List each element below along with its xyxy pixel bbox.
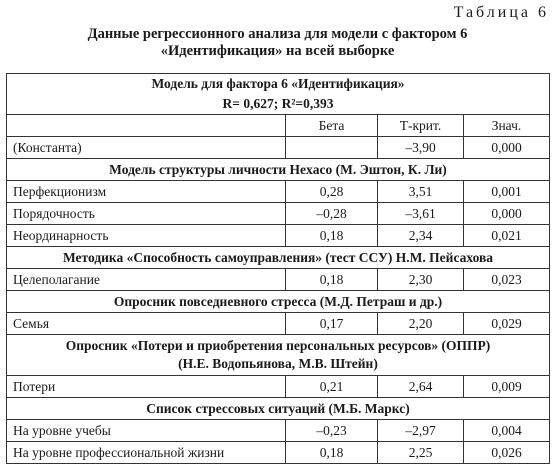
table-row [7,442,550,464]
table-row [7,203,550,225]
constant-row [7,137,550,159]
table-row [7,225,550,247]
row-beta: –0,23 [286,420,378,442]
model-stats: R= 0,627; R²=0,393 [222,96,334,111]
row-t-value: 3,51 [378,181,464,203]
section-title-line-2: (Н.Е. Водопьянова, М.В. Штейн) [178,356,378,371]
row-t-value: 2,64 [378,376,464,398]
regression-table [6,73,550,464]
model-title: Модель для фактора 6 «Идентификация» [151,76,405,91]
column-header-sig: Знач. [464,115,550,137]
constant-t: –3,90 [378,137,464,159]
row-t-value: –3,61 [378,203,464,225]
row-beta: 0,28 [286,181,378,203]
row-label: Неординарность [7,225,286,247]
row-beta: 0,18 [286,442,378,464]
constant-label: (Константа) [7,137,286,159]
row-beta: 0,17 [286,313,378,335]
section-title [7,159,550,181]
section-title-line: Список стрессовых ситуаций (М.Б. Маркс) [146,400,410,416]
row-significance: 0,029 [464,313,550,335]
section-header-row [7,291,550,313]
section-title [7,398,550,420]
row-label: Семья [7,313,286,335]
row-label: На уровне профессиональной жизни [7,442,286,464]
section-title [7,335,550,376]
table-number: Таблица 6 [453,4,549,21]
row-significance: 0,021 [464,225,550,247]
row-significance: 0,000 [464,203,550,225]
constant-sig: 0,000 [464,137,550,159]
table-caption [0,26,555,60]
section-header-row [7,335,550,376]
section-header-row [7,398,550,420]
section-header-row [7,159,550,181]
caption-line-2: «Идентификация» на всей выборке [160,43,395,59]
row-significance: 0,026 [464,442,550,464]
row-significance: 0,004 [464,420,550,442]
table-row [7,269,550,291]
row-t-value: –2,97 [378,420,464,442]
caption-line-1: Данные регрессионного анализа для модели с фактором 6 [87,26,468,42]
row-significance: 0,023 [464,269,550,291]
section-title-line: Опросник «Потери и приобретения персональных ресурсов» (ОППР) [65,338,491,353]
section-title-line: Модель структуры личности Hexaco (М. Эштон, К. Ли) [109,161,447,177]
row-significance: 0,001 [464,181,550,203]
column-header-t: Т-крит. [378,115,464,137]
row-label: Перфекционизм [7,181,286,203]
table-row [7,376,550,398]
constant-beta [286,137,378,159]
column-header-label [7,115,286,137]
row-label: Потери [7,376,286,398]
section-title [7,291,550,313]
table-row [7,181,550,203]
row-beta: 0,21 [286,376,378,398]
row-significance: 0,009 [464,376,550,398]
row-label: Целеполагание [7,269,286,291]
table-body [7,74,550,464]
section-title [7,247,550,269]
table-row [7,313,550,335]
column-header-beta: Бета [286,115,378,137]
section-header-row [7,247,550,269]
row-beta: 0,18 [286,269,378,291]
row-t-value: 2,30 [378,269,464,291]
table-row [7,420,550,442]
row-t-value: 2,20 [378,313,464,335]
section-title-line: Опросник повседневного стресса (М.Д. Петраш и др.) [113,293,443,309]
row-t-value: 2,34 [378,225,464,247]
model-header-cell [7,74,550,115]
model-row [7,74,550,115]
row-label: Порядочность [7,203,286,225]
row-beta: –0,28 [286,203,378,225]
section-title-line: Методика «Способность самоуправления» (тест ССУ) Н.М. Пейсахова [62,249,494,265]
row-beta: 0,18 [286,225,378,247]
row-label: На уровне учебы [7,420,286,442]
column-header-row [7,115,550,137]
row-t-value: 2,25 [378,442,464,464]
